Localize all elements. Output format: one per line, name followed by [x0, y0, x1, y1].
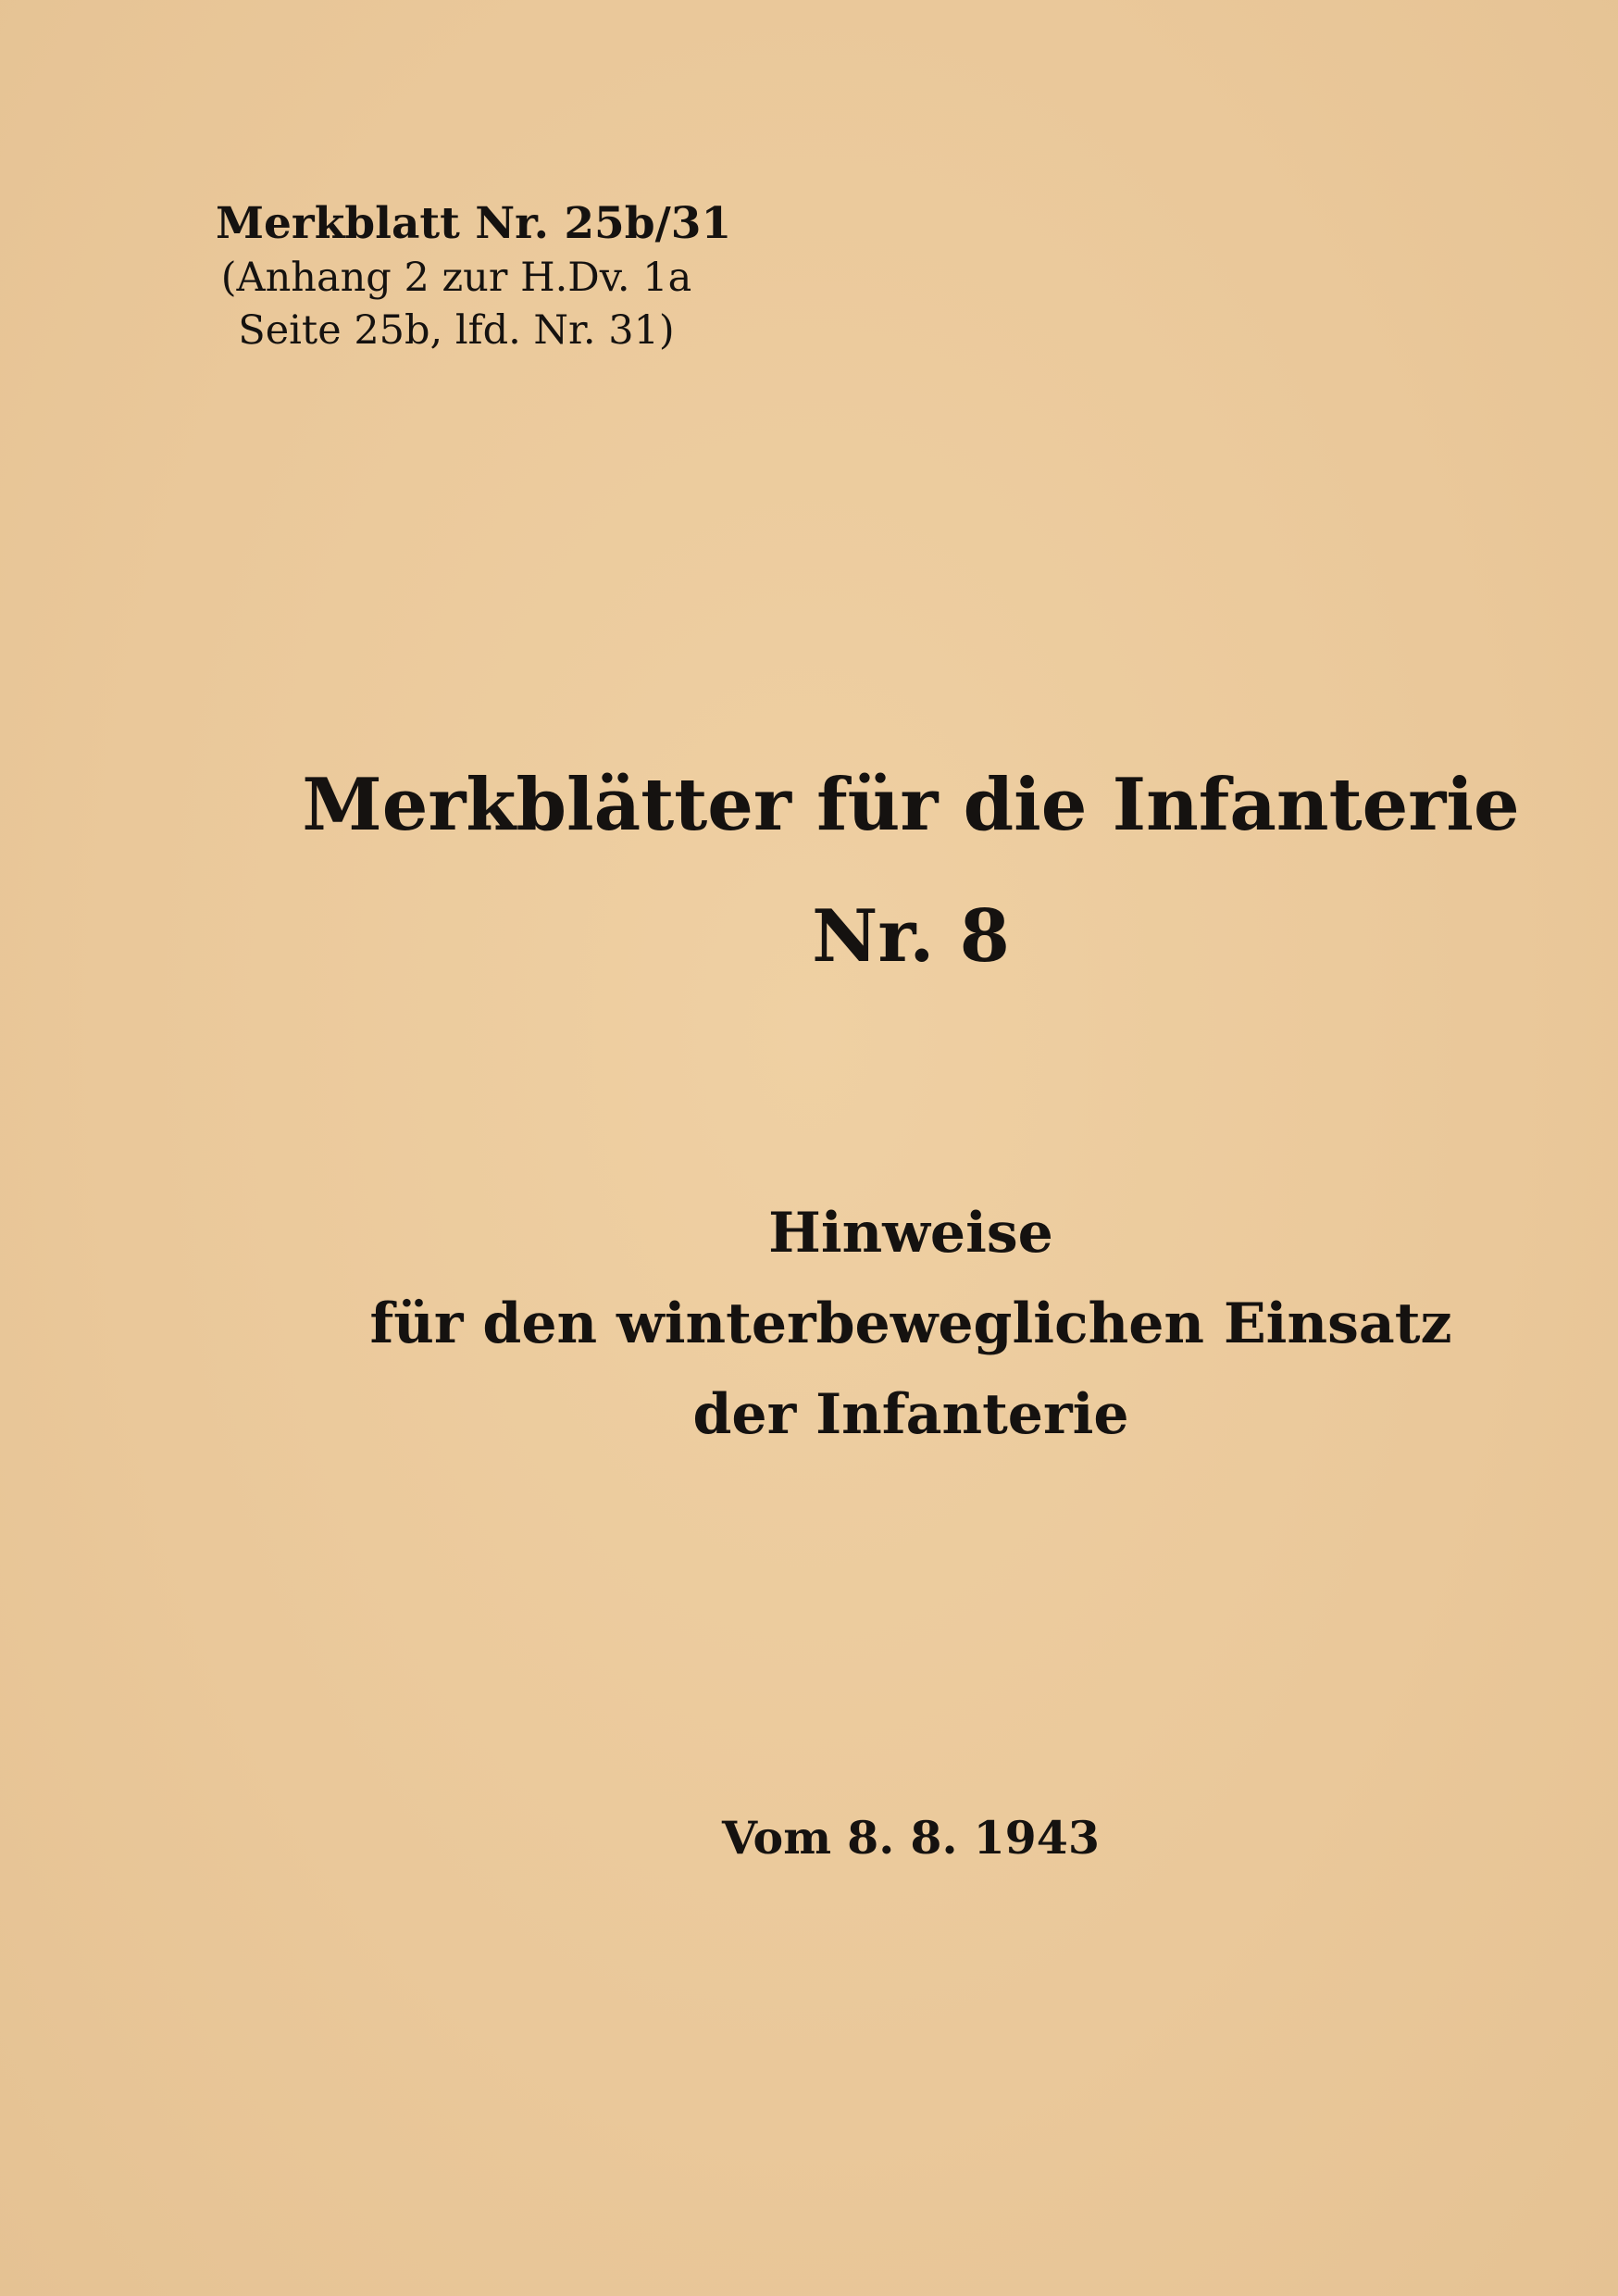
reference-title: Merkblatt Nr. 25b/31	[216, 198, 732, 249]
subtitle-line-3: der Infanterie	[692, 1382, 1129, 1447]
main-title-number: Nr. 8	[812, 894, 1010, 979]
reference-block	[216, 196, 734, 357]
main-title	[0, 759, 1618, 983]
issue-date: Vom 8. 8. 1943	[722, 1811, 1100, 1865]
subtitle	[0, 1188, 1618, 1460]
main-title-line-1: Merkblätter für die Infanterie	[302, 763, 1520, 847]
reference-line-1: (Anhang 2 zur H.Dv. 1a	[220, 255, 692, 301]
reference-line-2: Seite 25b, lfd. Nr. 31)	[238, 307, 675, 354]
subtitle-line-1: Hinweise	[768, 1201, 1053, 1266]
subtitle-line-2: für den winterbeweglichen Einsatz	[369, 1292, 1452, 1356]
